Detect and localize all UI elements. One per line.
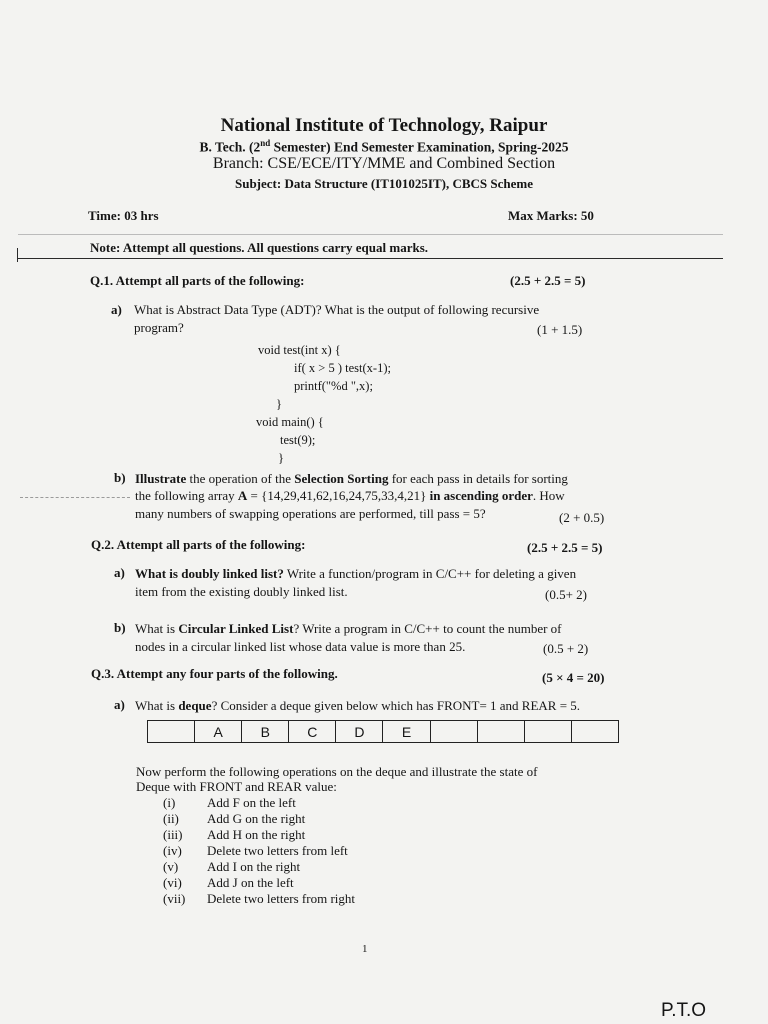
margin-tick bbox=[17, 248, 18, 262]
op-num: (i) bbox=[163, 795, 176, 810]
deque-cell bbox=[478, 721, 525, 742]
exam-title bbox=[0, 138, 768, 156]
divider-top bbox=[18, 234, 723, 235]
op-num: (iv) bbox=[163, 843, 182, 858]
q2a-bold: What is doubly linked list? bbox=[135, 566, 284, 581]
code-line-5: void main() { bbox=[256, 415, 324, 429]
deque-cell: C bbox=[289, 721, 336, 742]
q1b-line1-end: for each pass in details for sorting bbox=[388, 471, 568, 486]
page-number: 1 bbox=[362, 943, 368, 955]
deque-cell bbox=[431, 721, 478, 742]
op-text: Delete two letters from right bbox=[207, 891, 356, 906]
op-num: (iii) bbox=[163, 827, 183, 842]
q1-title: Q.1. Attempt all parts of the following: bbox=[90, 273, 305, 288]
q2b-line2: nodes in a circular linked list whose data value is more than 25. bbox=[135, 639, 466, 654]
q1b-bold-illustrate: Illustrate bbox=[135, 471, 187, 486]
deque-cell: D bbox=[336, 721, 383, 742]
q2b-line1-pre: What is bbox=[135, 621, 179, 636]
note-line: Note: Attempt all questions. All questions carry equal marks. bbox=[90, 240, 428, 255]
q3-marks: (5 × 4 = 20) bbox=[542, 670, 605, 685]
pto-handwritten: P.T.O bbox=[661, 1000, 707, 1021]
code-line-7: } bbox=[278, 451, 284, 465]
q2b-line1 bbox=[135, 621, 562, 637]
q3a-line1 bbox=[135, 698, 580, 714]
op-num: (vi) bbox=[163, 875, 182, 890]
ops-intro-1: Now perform the following operations on the deque and illustrate the state of bbox=[136, 764, 538, 779]
q3-title: Q.3. Attempt any four parts of the following. bbox=[91, 666, 338, 681]
code-line-3: printf("%d ",x); bbox=[294, 379, 373, 393]
subject-line: Subject: Data Structure (IT101025IT), CBCS Scheme bbox=[234, 176, 534, 191]
q3a-label: a) bbox=[114, 697, 125, 712]
q2b-bold: Circular Linked List bbox=[178, 621, 294, 636]
q2-marks: (2.5 + 2.5 = 5) bbox=[527, 540, 603, 555]
q1b-array-values: = {14,29,41,62,16,24,75,33,4,21} bbox=[247, 488, 430, 503]
q1b-line3: many numbers of swapping operations are performed, till pass = 5? bbox=[135, 506, 486, 521]
op-text: Add F on the left bbox=[207, 795, 296, 810]
q1b-line2-pre: the following array bbox=[135, 488, 238, 503]
deque-cell bbox=[148, 721, 195, 742]
q1b-line2 bbox=[135, 488, 565, 504]
q3a-line1-pre: What is bbox=[135, 698, 179, 713]
q1a-line1: What is Abstract Data Type (ADT)? What is the output of following recursive bbox=[134, 302, 540, 317]
q1a-line2: program? bbox=[134, 320, 184, 335]
q2a-line1-rest: Write a function/program in C/C++ for deleting a given bbox=[283, 566, 577, 581]
q1a-label: a) bbox=[111, 302, 122, 317]
deque-cell bbox=[525, 721, 572, 742]
op-text: Add G on the right bbox=[207, 811, 306, 826]
exam-title-pre: B. Tech. (2 bbox=[199, 139, 261, 155]
q2a-marks: (0.5+ 2) bbox=[545, 587, 587, 602]
op-text: Add I on the right bbox=[207, 859, 301, 874]
branch-line: Branch: CSE/ECE/ITY/MME and Combined Section bbox=[212, 155, 556, 172]
q1b-line1-rest: the operation of the bbox=[186, 471, 295, 486]
q2a-label: a) bbox=[114, 565, 125, 580]
code-line-4: } bbox=[276, 397, 282, 411]
q2a-line1 bbox=[135, 566, 576, 582]
q1b-label: b) bbox=[114, 470, 126, 485]
q1-marks: (2.5 + 2.5 = 5) bbox=[510, 273, 586, 288]
op-num: (vii) bbox=[163, 891, 186, 906]
max-marks-label: Max Marks: 50 bbox=[508, 208, 594, 223]
q1b-array-name: A bbox=[237, 488, 248, 503]
q1b-line1 bbox=[135, 471, 568, 487]
q2a-line2: item from the existing doubly linked list. bbox=[135, 584, 348, 599]
q2b-line1-rest: ? Write a program in C/C++ to count the number of bbox=[293, 621, 562, 636]
q3a-line1-rest: ? Consider a deque given below which has FRONT= 1 and REAR = 5. bbox=[211, 698, 581, 713]
q2-title: Q.2. Attempt all parts of the following: bbox=[91, 537, 306, 552]
q2b-label: b) bbox=[114, 620, 126, 635]
ops-intro-2: Deque with FRONT and REAR value: bbox=[136, 779, 337, 794]
op-num: (ii) bbox=[163, 811, 179, 826]
q3a-bold: deque bbox=[178, 698, 212, 713]
op-num: (v) bbox=[163, 859, 179, 874]
deque-cell: B bbox=[242, 721, 289, 742]
q1b-ascending: in ascending order bbox=[429, 488, 533, 503]
institute-title: National Institute of Technology, Raipur bbox=[220, 115, 548, 136]
q1b-bold-selection: Selection Sorting bbox=[294, 471, 389, 486]
q1b-marks: (2 + 0.5) bbox=[559, 510, 605, 525]
time-label: Time: 03 hrs bbox=[88, 208, 159, 223]
q1b-line2-end: . How bbox=[532, 488, 565, 503]
deque-cell bbox=[572, 721, 618, 742]
divider-bottom bbox=[18, 258, 723, 259]
code-line-2: if( x > 5 ) test(x-1); bbox=[294, 361, 391, 375]
q2b-marks: (0.5 + 2) bbox=[543, 641, 589, 656]
op-text: Add H on the right bbox=[207, 827, 306, 842]
code-line-1: void test(int x) { bbox=[258, 343, 341, 357]
deque-cell: A bbox=[195, 721, 242, 742]
op-text: Add J on the left bbox=[207, 875, 294, 890]
q1a-marks: (1 + 1.5) bbox=[537, 322, 583, 337]
code-line-6: test(9); bbox=[280, 433, 316, 447]
op-text: Delete two letters from left bbox=[207, 843, 348, 858]
exam-title-post: Semester) End Semester Examination, Spring-2025 bbox=[270, 139, 569, 155]
deque-diagram bbox=[147, 720, 619, 743]
deque-cell: E bbox=[383, 721, 430, 742]
scan-mark bbox=[20, 497, 130, 498]
exam-title-sup: nd bbox=[260, 138, 271, 148]
